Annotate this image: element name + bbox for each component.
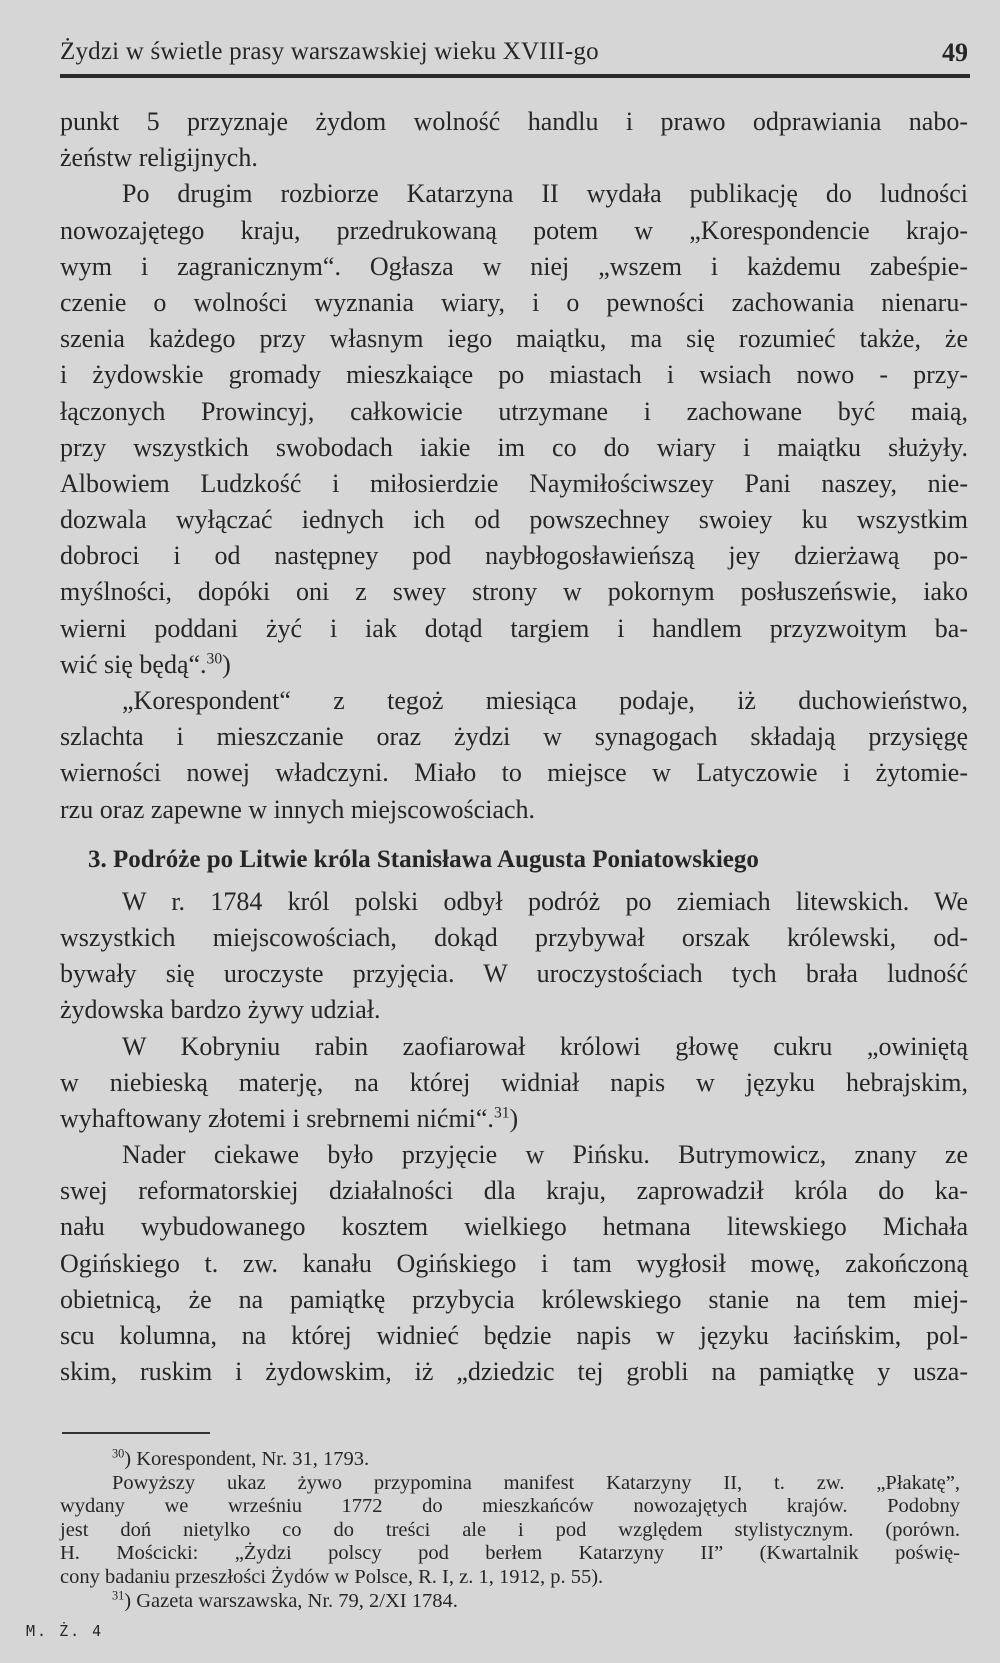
- text-line: [60, 1246, 968, 1282]
- running-title: Żydzi w świetle prasy warszawskiej wieku XVIII-go: [60, 38, 599, 65]
- text-line: [60, 213, 968, 249]
- footnote-reference: 31: [493, 1104, 510, 1122]
- line-text: Ogińskiego t. zw. kanału Ogińskiego i tam wygłosił mowę, zakończoną: [60, 1248, 968, 1278]
- line-text: wszystkich miejscowościach, dokąd przybywał orszak królewski, od-: [60, 922, 968, 952]
- body-section-before: [60, 104, 968, 828]
- text-line: [60, 176, 968, 212]
- footnote-line: [60, 1566, 960, 1590]
- text-line: [60, 792, 968, 828]
- text-line: [60, 1065, 968, 1101]
- line-text: bywały się uroczyste przyjęcia. W uroczystościach tych brała ludność: [60, 959, 968, 989]
- text-line: [60, 1173, 968, 1209]
- text-line: [60, 1354, 968, 1390]
- line-text: H. Mościcki: „Żydzi polscy pod berłem Katarzyny II” (Kwartalnik poświę-: [60, 1542, 960, 1565]
- printer-signature: M. Ż. 4: [26, 1622, 104, 1640]
- text-line: [60, 394, 968, 430]
- line-text: nału wybudowanego kosztem wielkiego hetmana litewskiego Michała: [60, 1212, 968, 1242]
- text-line: [60, 1137, 968, 1173]
- line-text: cony badaniu przeszłości Żydów w Polsce, R. I, z. 1, 1912, p. 55).: [60, 1565, 604, 1588]
- line-text: żeństw religijnych.: [60, 143, 258, 173]
- section-heading: 3. Podróże po Litwie króla Stanisława Augusta Poniatowskiego: [88, 845, 759, 873]
- line-text: myślności, dopóki oni z swey strony w pokornym posłuszeńswie, iako: [60, 577, 968, 607]
- line-text: czenie o wolności wyznania wiary, i o pewności zachowania nienaru-: [60, 287, 968, 317]
- footnote-line: [60, 1495, 960, 1519]
- line-text: wym i zagranicznym“. Ogłasza w niej „wszem i każdemu zabeśpie-: [60, 251, 968, 281]
- footnote-line: [60, 1519, 960, 1543]
- text-line: [60, 249, 968, 285]
- line-text: przy wszystkich swobodach iakie im co do wiary i maiątku służyły.: [60, 432, 968, 462]
- line-text: dobroci i od następney pod naybłogosławieńszą jey dzierżawą po-: [60, 541, 968, 571]
- footnote-marker: 30: [112, 1446, 125, 1461]
- line-text: szenia każdego przy własnym iego maiątku, ma się rozumieć także, że: [60, 324, 968, 354]
- line-text: swej reformatorskiej działalności dla kraju, zaprowadził króla do ka-: [60, 1176, 968, 1206]
- text-line: [60, 357, 968, 393]
- footnote-line: [60, 1472, 960, 1496]
- text-line: [60, 140, 968, 176]
- line-text: wydany we wrześniu 1772 do mieszkańców nowozajętych krajów. Podobny: [60, 1495, 960, 1518]
- line-text: żydowska bardzo żywy udział.: [60, 995, 381, 1025]
- footnote-rule: [62, 1432, 210, 1434]
- text-line: [60, 538, 968, 574]
- line-text: nowozajętego kraju, przedrukowaną potem w „Korespondencie krajo-: [60, 215, 968, 245]
- footnote-reference-paren: ): [509, 1103, 519, 1133]
- line-text: Albowiem Ludzkość i miłosierdzie Naymiłościwszey Pani naszey, nie-: [60, 468, 968, 498]
- line-text: rzu oraz zapewne w innych miejscowościach.: [60, 794, 536, 824]
- text-line: [60, 574, 968, 610]
- text-line: [60, 285, 968, 321]
- footnotes: [60, 1448, 960, 1613]
- text-line: [60, 321, 968, 357]
- footnote-line: [60, 1542, 960, 1566]
- line-text: skim, ruskim i żydowskim, iż „dziedzic tej grobli na pamiątkę y usza-: [60, 1357, 968, 1387]
- line-text: Powyższy ukaz żywo przypomina manifest Katarzyny II, t. zw. „Płakatę”,: [112, 1471, 960, 1494]
- line-text: „Korespondent“ z tegoż miesiąca podaje, iż duchowieństwo,: [122, 686, 968, 715]
- text-line: [60, 1318, 968, 1354]
- running-header: [60, 38, 968, 78]
- text-line: [60, 611, 968, 647]
- text-line: [60, 1209, 968, 1245]
- footnote-marker: 31: [112, 1588, 125, 1603]
- text-line: [60, 1101, 968, 1137]
- line-text: wierni poddani żyć i iak dotąd targiem i handlem przyzwoitym ba-: [60, 613, 968, 643]
- line-text: obietnicą, że na pamiątkę przybycia królewskiego stanie na tem miej-: [60, 1284, 968, 1314]
- text-line: [60, 992, 968, 1028]
- line-text: W r. 1784 król polski odbył podróż po ziemiach litewskich. We: [122, 886, 968, 916]
- line-text: Po drugim rozbiorze Katarzyna II wydała publikację do ludności: [122, 179, 968, 209]
- line-text: wyhaftowany złotemi i srebrnemi nićmi“.: [60, 1103, 494, 1133]
- text-line: [60, 104, 968, 140]
- footnote-reference-paren: ): [222, 649, 231, 679]
- line-text: W Kobryniu rabin zaofiarował królowi głowę cukru „owiniętą: [122, 1031, 968, 1061]
- line-text: jest doń nietylko co do treści ale i pod względem stylistycznym. (porówn.: [60, 1518, 960, 1541]
- footnote-text: ) Gazeta warszawska, Nr. 79, 2/XI 1784.: [124, 1589, 458, 1612]
- text-line: [60, 719, 968, 755]
- text-line: [60, 956, 968, 992]
- line-text: wierności nowej władczyni. Miało to miejsce w Latyczowie i żytomie-: [60, 758, 968, 788]
- line-text: szlachta i mieszczanie oraz żydzi w synagogach składają przysięgę: [60, 722, 968, 752]
- footnote-line: [60, 1590, 960, 1614]
- header-rule: [60, 74, 970, 78]
- footnote-line: [60, 1448, 960, 1472]
- text-line: [60, 647, 968, 683]
- body-section-after: [60, 884, 968, 1391]
- text-line: [60, 1029, 968, 1065]
- page-number: 49: [942, 38, 968, 67]
- line-text: punkt 5 przyznaje żydom wolność handlu i prawo odprawiania nabo-: [60, 107, 968, 136]
- line-text: i żydowskie gromady mieszkaiące po miastach i wsiach nowo - przy-: [60, 360, 968, 390]
- text-line: [60, 755, 968, 791]
- line-text: łączonych Prowincyj, całkowicie utrzymane i zachowane być maią,: [60, 396, 968, 426]
- footnote-reference: 30: [206, 650, 223, 668]
- text-line: [60, 466, 968, 502]
- line-text: scu kolumna, na której widnieć będzie napis w języku łacińskim, pol-: [60, 1321, 968, 1350]
- body-text: [60, 104, 968, 1390]
- text-line: [60, 430, 968, 466]
- line-text: Nader ciekawe było przyjęcie w Pińsku. Butrymowicz, znany ze: [122, 1140, 968, 1170]
- line-text: wić się będą“.: [60, 649, 207, 679]
- text-line: [60, 1282, 968, 1318]
- text-line: [60, 920, 968, 956]
- text-line: [60, 502, 968, 538]
- footnote-text: ) Korespondent, Nr. 31, 1793.: [124, 1448, 370, 1470]
- line-text: dozwala wyłączać iednych ich od powszechney swoiey ku wszystkim: [60, 505, 968, 535]
- text-line: [60, 884, 968, 920]
- line-text: w niebieską materję, na której widniał napis w języku hebrajskim,: [60, 1067, 968, 1097]
- text-line: [60, 683, 968, 719]
